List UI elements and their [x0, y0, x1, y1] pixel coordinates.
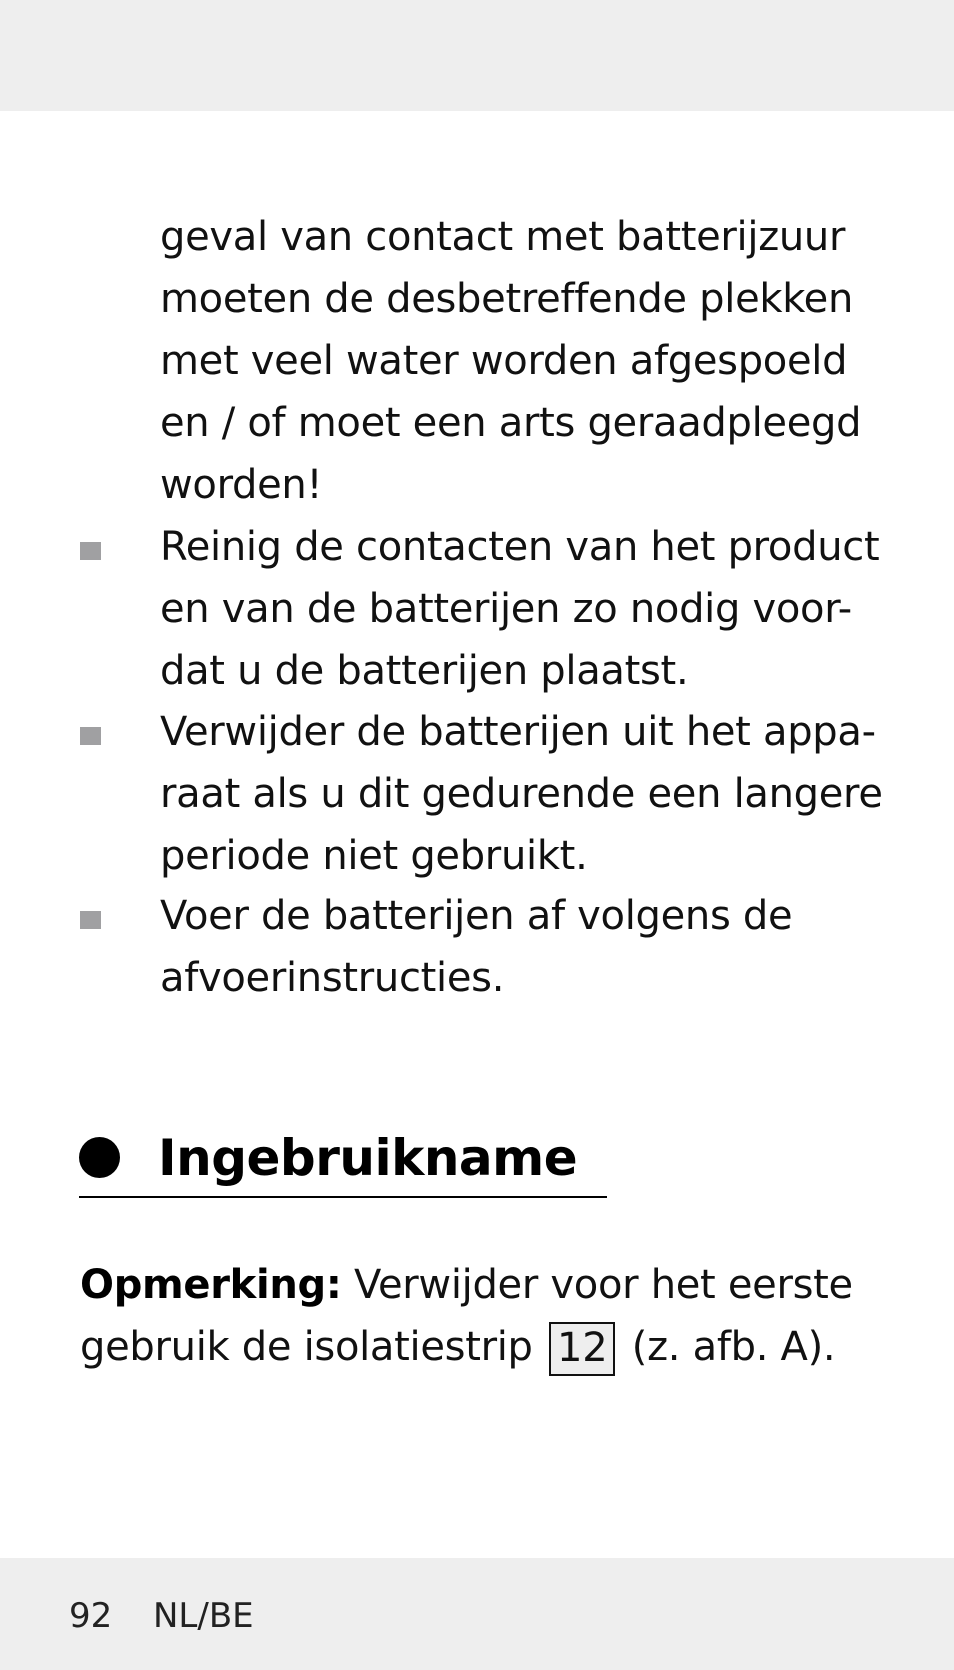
- bullet-marker-icon: [80, 727, 101, 745]
- bullet-2-line-2: raat als u dit gedurende een langere: [160, 771, 883, 817]
- footer-band: [0, 1558, 954, 1670]
- bullet-3-line-1: Voer de batterijen af volgens de: [160, 893, 793, 939]
- continuation-line-3: met veel water worden afgespoeld: [160, 338, 848, 384]
- continuation-line-1: geval van contact met batterijzuur: [160, 214, 846, 260]
- note-text-1: Verwijder voor het eerste: [341, 1262, 853, 1308]
- note-line-1: [80, 1254, 853, 1316]
- part-reference-box: 12: [549, 1322, 615, 1376]
- continuation-line-5: worden!: [160, 462, 323, 508]
- note-text-2: gebruik de isolatiestrip: [80, 1324, 546, 1370]
- note-label: Opmerking:: [80, 1262, 342, 1308]
- bullet-marker-icon: [80, 911, 101, 929]
- header-band: [0, 0, 954, 111]
- bullet-3-line-2: afvoerinstructies.: [160, 955, 505, 1001]
- bullet-marker-icon: [80, 542, 101, 560]
- heading-dot-icon: [79, 1137, 120, 1178]
- continuation-line-2: moeten de desbetreffende plekken: [160, 276, 854, 322]
- continuation-line-4: en / of moet een arts geraadpleegd: [160, 400, 862, 446]
- bullet-1-line-3: dat u de batterijen plaatst.: [160, 648, 689, 694]
- bullet-1-line-1: Reinig de contacten van het product: [160, 524, 880, 570]
- bullet-2-line-1: Verwijder de batterijen uit het appa-: [160, 709, 876, 755]
- language-code: NL/BE: [153, 1596, 254, 1636]
- section-heading: Ingebruikname: [158, 1129, 578, 1187]
- bullet-1-line-2: en van de batterijen zo nodig voor-: [160, 586, 852, 632]
- heading-underline: [79, 1196, 607, 1198]
- note-line-2: [80, 1316, 835, 1378]
- note-text-3: (z. afb. A).: [619, 1324, 836, 1370]
- page-number: 92: [69, 1596, 113, 1636]
- bullet-2-line-3: periode niet gebruikt.: [160, 833, 588, 879]
